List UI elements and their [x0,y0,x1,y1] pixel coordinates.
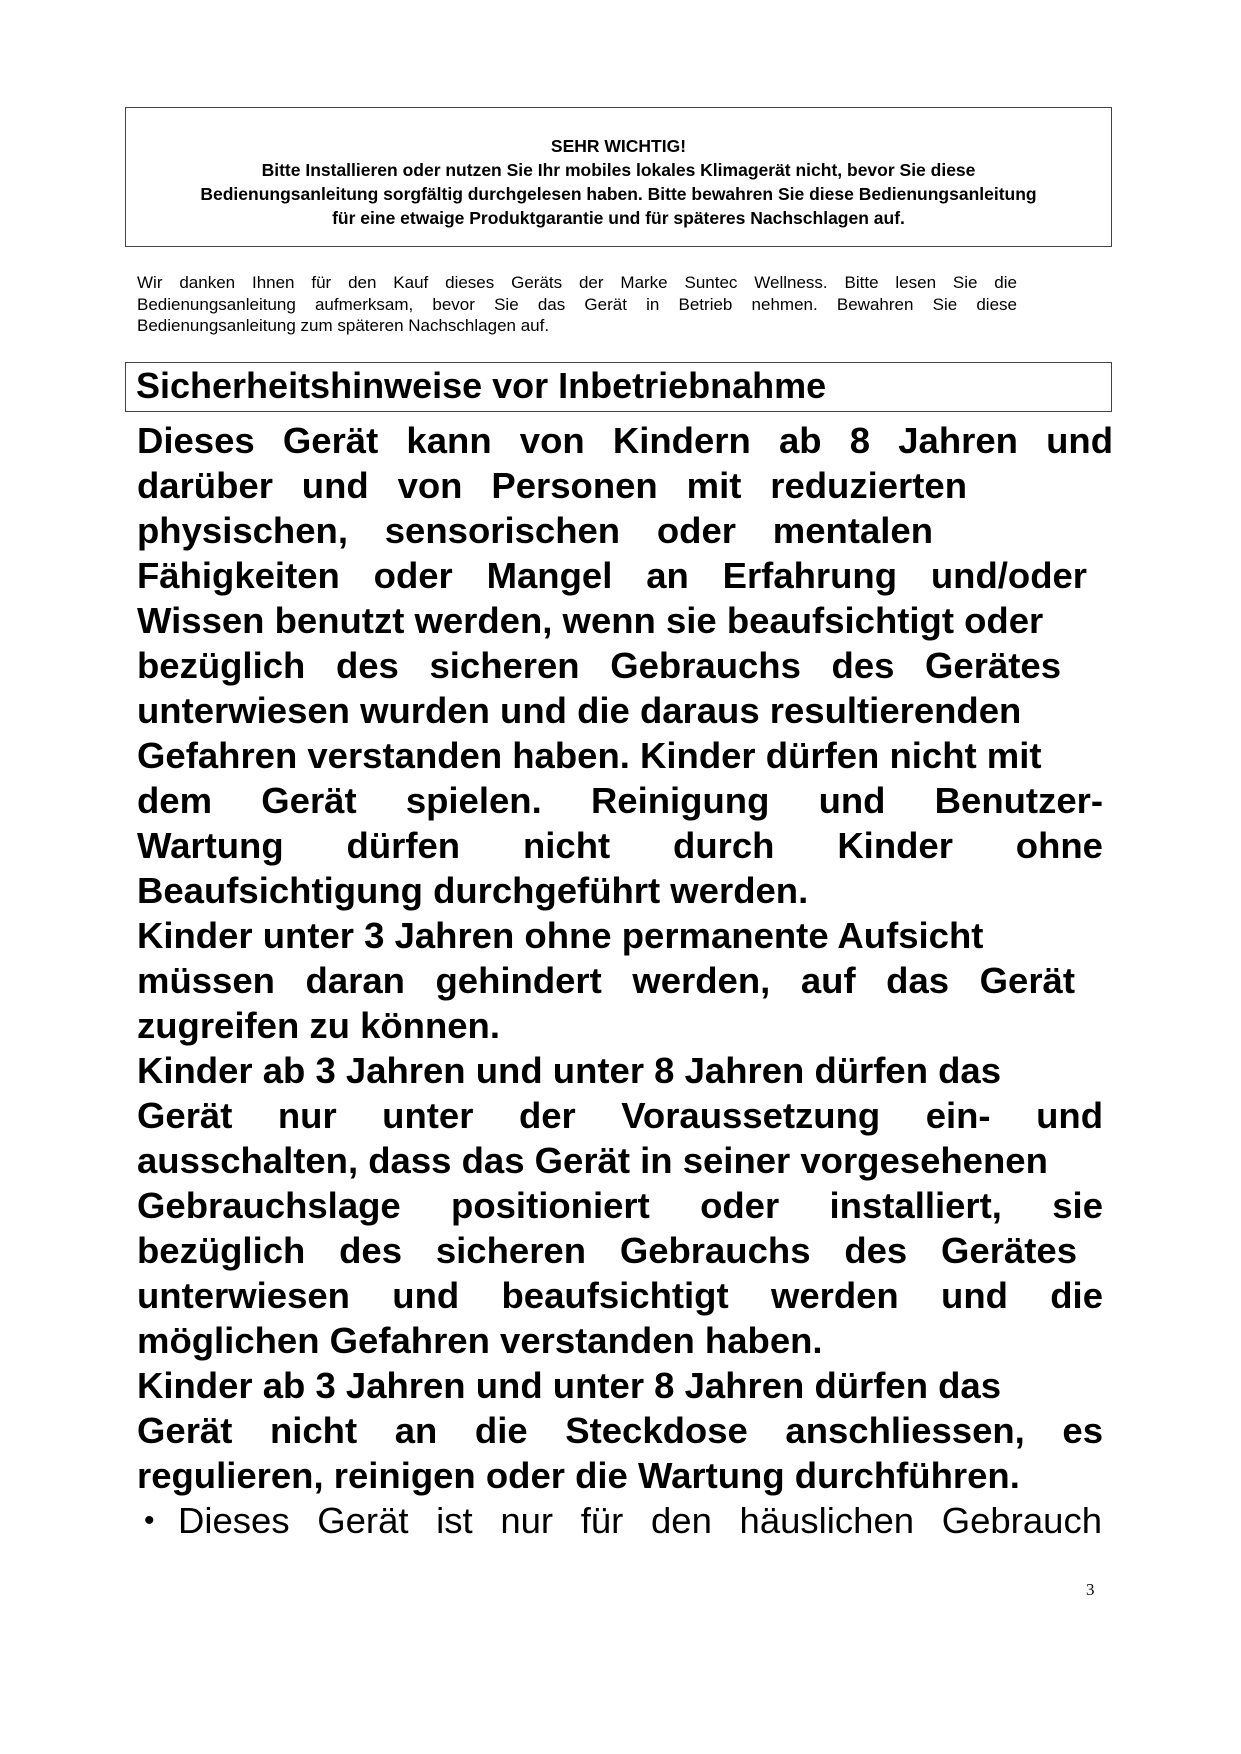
safety-line: physischen, sensorischen oder mentalen [137,510,933,551]
safety-line: möglichen Gefahren verstanden haben. [137,1320,823,1361]
intro-line: Bedienungsanleitung aufmerksam, bevor Sie das Gerät in Betrieb nehmen. Bewahren Sie diese [137,294,1017,314]
safety-line: zugreifen zu können. [137,1005,500,1046]
intro-line: Bedienungsanleitung zum späteren Nachschlagen auf. [137,316,550,335]
notice-line: Bitte Installieren oder nutzen Sie Ihr mobiles lokales Klimagerät nicht, bevor Sie diese [261,160,976,180]
safety-line: Gefahren verstanden haben. Kinder dürfen nicht mit [137,735,1042,776]
safety-line: Dieses Gerät kann von Kindern ab 8 Jahren und [137,420,1113,461]
safety-line: unterwiesen und beaufsichtigt werden und die [137,1275,1103,1316]
safety-line: darüber und von Personen mit reduzierten [137,465,967,506]
safety-line: Kinder ab 3 Jahren und unter 8 Jahren dürfen das [137,1050,1002,1091]
safety-line: Gerät nur unter der Voraussetzung ein- und [137,1095,1103,1136]
safety-line: Kinder ab 3 Jahren und unter 8 Jahren dürfen das [137,1365,1002,1406]
notice-line: Bedienungsanleitung sorgfältig durchgelesen haben. Bitte bewahren Sie diese Bedienungsanleitung [200,184,1037,204]
intro-paragraph [137,272,1017,337]
safety-line: Kinder unter 3 Jahren ohne permanente Aufsicht [137,915,984,956]
safety-line: Wartung dürfen nicht durch Kinder ohne [137,825,1103,866]
page-number: 3 [1086,1580,1095,1599]
notice-line: für eine etwaige Produktgarantie und für späteres Nachschlagen auf. [332,208,905,228]
safety-line: Wissen benutzt werden, wenn sie beaufsichtigt oder [137,600,1044,641]
safety-line: Gerät nicht an die Steckdose anschliessen, es [137,1410,1103,1451]
intro-line: Wir danken Ihnen für den Kauf dieses Geräts der Marke Suntec Wellness. Bitte lesen Sie die [137,273,1017,292]
safety-line: Beaufsichtigung durchgeführt werden. [137,870,809,911]
safety-line: regulieren, reinigen oder die Wartung durchführen. [137,1455,1020,1496]
safety-line: unterwiesen wurden und die daraus resultierenden [137,690,1022,731]
safety-line: ausschalten, dass das Gerät in seiner vorgesehenen [137,1140,1048,1181]
safety-line: müssen daran gehindert werden, auf das Gerät [137,960,1075,1001]
safety-line: bezüglich des sicheren Gebrauchs des Gerätes [137,1230,1077,1271]
section-heading: Sicherheitshinweise vor Inbetriebnahme [125,362,1112,412]
safety-text [137,418,1113,1498]
bullet-item [144,1498,1102,1543]
safety-line: dem Gerät spielen. Reinigung und Benutzer- [137,780,1103,821]
safety-line: Gebrauchslage positioniert oder installiert, sie [137,1185,1103,1226]
important-notice-box [125,107,1112,247]
bullet-text: Dieses Gerät ist nur für den häuslichen Gebrauch [178,1500,1102,1541]
bullet-icon: • [144,1504,155,1537]
notice-heading: SEHR WICHTIG! [550,136,687,156]
safety-line: Fähigkeiten oder Mangel an Erfahrung und/oder [137,555,1087,596]
safety-line: bezüglich des sicheren Gebrauchs des Gerätes [137,645,1061,686]
